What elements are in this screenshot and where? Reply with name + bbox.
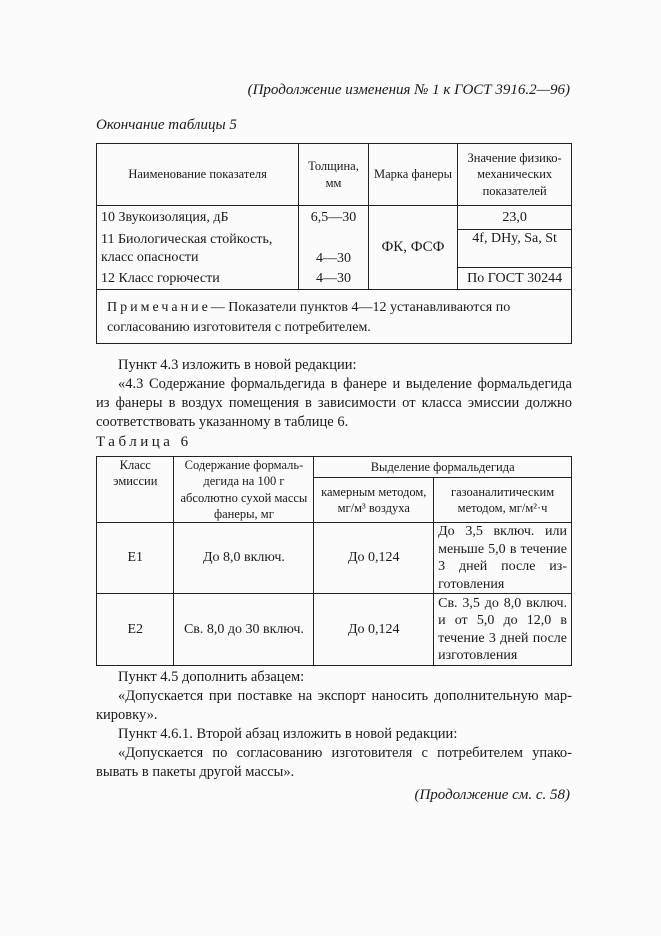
cell-thickness: 4—30: [299, 268, 368, 290]
col-header-value: Значение физико-механических показателей: [458, 144, 572, 206]
page-footer: (Продолжение см. с. 58): [414, 787, 570, 803]
para-line: «4.3 Содержание формальдегида в фанере и выделение формальдегида из фанеры в воздух помещения в зависимости от класса эмиссии должно соответствовать указанному в таблице 6.: [96, 376, 572, 430]
table-5: [96, 143, 572, 344]
col-header-thickness: Толщина, мм: [299, 144, 368, 206]
col-header-chamber: камерным методом, мг/м³ воздуха: [314, 478, 434, 523]
para-line: Пункт 4.3 изложить в новой редакции:: [118, 357, 357, 373]
table5-note: [97, 290, 572, 344]
cell-name-line: класс опасности: [101, 249, 199, 265]
col-header-class: Класс эмиссии: [97, 457, 174, 523]
table-row: [97, 206, 572, 230]
para-line: Пункт 4.5 дополнить абзацем:: [118, 669, 305, 685]
col-header-name: Наименование показателя: [97, 144, 299, 206]
col-header-emission: Выделение формальдегида: [314, 457, 572, 478]
note-text: — Показатели пунктов 4—12 устанавливаются по согласованию изготовителя с потребителем.: [107, 300, 511, 335]
cell-thickness: 6,5—30: [299, 206, 368, 230]
cell-chamber: До 0,124: [314, 594, 434, 666]
table-row: [97, 594, 572, 666]
cell-brand: ФК, ФСФ: [368, 206, 458, 290]
cell-value: По ГОСТ 30244: [458, 268, 572, 290]
col-header-gas: газоаналитическим методом, мг/м²·ч: [434, 478, 572, 523]
note-row: [97, 290, 572, 344]
page-header: (Продолжение изменения № 1 к ГОСТ 3916.2—96): [247, 82, 570, 98]
table-row: [97, 268, 572, 290]
cell-name: 12 Класс горючести: [97, 268, 299, 290]
cell-class: Е2: [97, 594, 174, 666]
table-header-row: [97, 144, 572, 206]
para-line: «Допускается по согласованию изготовителя с потребителем упаковывать в пакеты другой массы».: [96, 745, 572, 780]
para-line: «Допускается при поставке на экспорт наносить дополнительную маркировку».: [96, 688, 572, 723]
paragraph-4-3: [96, 356, 572, 432]
cell-content: Св. 8,0 до 30 включ.: [174, 594, 314, 666]
cell-value: 4f, DHy, Sa, St: [458, 230, 572, 268]
table6-caption: Таблица 6: [96, 434, 192, 450]
cell-thickness: 4—30: [299, 230, 368, 268]
table5-caption: Окончание таблицы 5: [96, 117, 237, 133]
table-row: [97, 230, 572, 268]
col-header-brand: Марка фанеры: [368, 144, 458, 206]
cell-name-line: 11 Биологическая стойкость,: [101, 232, 273, 247]
cell-chamber: До 0,124: [314, 523, 434, 594]
cell-content: До 8,0 включ.: [174, 523, 314, 594]
cell-gas: До 3,5 включ. или меньше 5,0 в течение 3 дней после изготовления: [434, 523, 572, 594]
note-label: Примечание: [107, 300, 211, 315]
cell-class: Е1: [97, 523, 174, 594]
table-header-row: [97, 457, 572, 478]
cell-name: [97, 230, 299, 268]
col-header-content: Содержание формальдегида на 100 г абсолютно сухой массы фанеры, мг: [174, 457, 314, 523]
table-row: [97, 523, 572, 594]
paragraph-amendments: [96, 668, 572, 782]
cell-name: 10 Звукоизоляция, дБ: [97, 206, 299, 230]
table-6: [96, 456, 572, 666]
para-line: Пункт 4.6.1. Второй абзац изложить в новой редакции:: [118, 726, 458, 742]
cell-value: 23,0: [458, 206, 572, 230]
cell-gas: Св. 3,5 до 8,0 включ. и от 5,0 до 12,0 в течение 3 дней после изготовления: [434, 594, 572, 666]
